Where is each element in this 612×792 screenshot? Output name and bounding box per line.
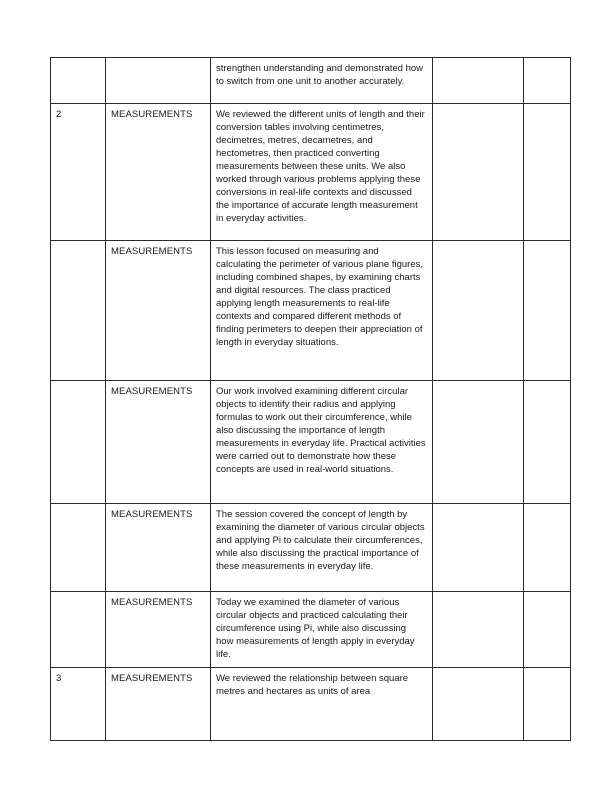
- empty-cell-2: [524, 381, 571, 504]
- week-number-cell: [51, 381, 106, 504]
- week-number-cell: [51, 241, 106, 381]
- empty-cell-1: [433, 504, 524, 592]
- empty-cell-2: [524, 592, 571, 668]
- empty-cell-2: [524, 668, 571, 741]
- empty-cell-2: [524, 58, 571, 104]
- description-cell: We reviewed the relationship between square metres and hectares as units of area: [211, 668, 433, 741]
- week-number-cell: [51, 58, 106, 104]
- week-number-cell: 2: [51, 104, 106, 241]
- week-number-cell: 3: [51, 668, 106, 741]
- table-row: [51, 668, 571, 741]
- description-cell: Today we examined the diameter of various circular objects and practiced calculating their circumference using Pi, while also discussing how measurements of length apply in everyday life.: [211, 592, 433, 668]
- description-cell: Our work involved examining different circular objects to identify their radius and applying formulas to work out their circumference, while also discussing the importance of length measurements in everyday life. Practical activities were carried out to demonstrate how these concepts are used in real-world situations.: [211, 381, 433, 504]
- table-row: [51, 58, 571, 104]
- table-row: [51, 592, 571, 668]
- table-row: [51, 504, 571, 592]
- topic-cell: MEASUREMENTS: [106, 592, 211, 668]
- description-cell: This lesson focused on measuring and calculating the perimeter of various plane figures, including combined shapes, by examining charts and digital resources. The class practiced applying length measurements to real-life contexts and compared different methods of finding perimeters to deepen their appreciation of length in everyday situations.: [211, 241, 433, 381]
- topic-cell: MEASUREMENTS: [106, 241, 211, 381]
- topic-cell: MEASUREMENTS: [106, 104, 211, 241]
- description-cell: strengthen understanding and demonstrated how to switch from one unit to another accurately.: [211, 58, 433, 104]
- description-cell: The session covered the concept of length by examining the diameter of various circular objects and applying Pi to calculate their circumferences, while also discussing the practical importance of these measurements in everyday life.: [211, 504, 433, 592]
- table-row: [51, 241, 571, 381]
- empty-cell-1: [433, 241, 524, 381]
- description-cell: We reviewed the different units of length and their conversion tables involving centimetres, decimetres, metres, decametres, and hectometres, then practiced converting measurements between these units. We also worked through various problems applying these conversions in real-life contexts and discussed the importance of accurate length measurement in everyday activities.: [211, 104, 433, 241]
- table-row: [51, 381, 571, 504]
- topic-cell: [106, 58, 211, 104]
- empty-cell-2: [524, 104, 571, 241]
- empty-cell-1: [433, 381, 524, 504]
- empty-cell-2: [524, 241, 571, 381]
- week-number-cell: [51, 592, 106, 668]
- topic-cell: MEASUREMENTS: [106, 668, 211, 741]
- empty-cell-1: [433, 668, 524, 741]
- empty-cell-1: [433, 58, 524, 104]
- empty-cell-1: [433, 592, 524, 668]
- week-number-cell: [51, 504, 106, 592]
- empty-cell-2: [524, 504, 571, 592]
- topic-cell: MEASUREMENTS: [106, 381, 211, 504]
- empty-cell-1: [433, 104, 524, 241]
- lesson-log-table: [50, 57, 571, 741]
- topic-cell: MEASUREMENTS: [106, 504, 211, 592]
- table-row: [51, 104, 571, 241]
